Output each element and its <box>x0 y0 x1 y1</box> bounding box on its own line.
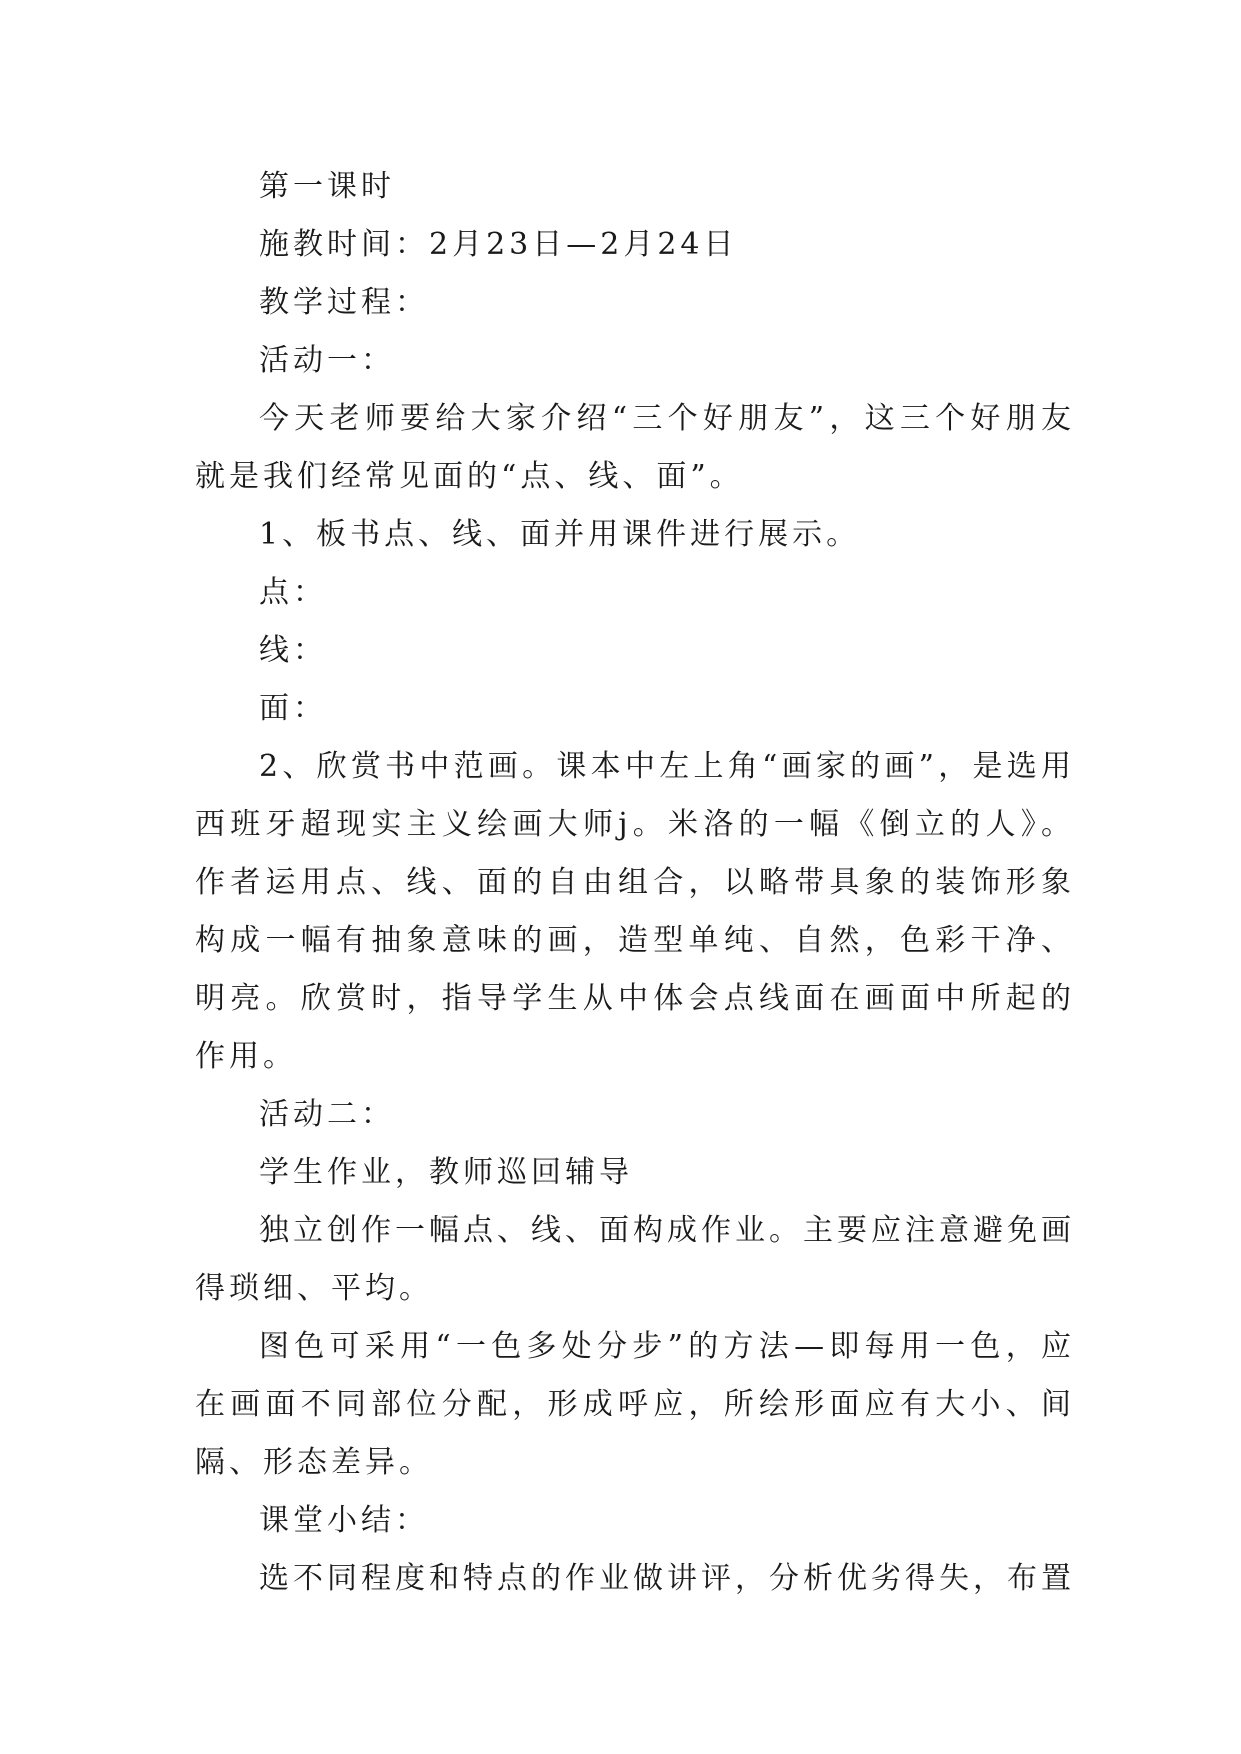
paragraph-step-one: 1、板书点、线、面并用课件进行展示。 <box>259 517 861 552</box>
paragraph-line: 线： <box>259 633 327 668</box>
paragraph-plane: 面： <box>259 691 327 726</box>
paragraph-summary-text: 选不同程度和特点的作业做讲评，分析优劣得失，布置 <box>259 1561 1075 1596</box>
paragraph-dot: 点： <box>259 575 327 610</box>
paragraph-independent-creation: 独立创作一幅点、线、面构成作业。主要应注意避免画得琐细、平均。 <box>195 1213 1075 1306</box>
paragraph-student-work: 学生作业，教师巡回辅导 <box>259 1155 633 1190</box>
paragraph-process-heading: 教学过程： <box>259 285 429 320</box>
document-body <box>195 158 1075 1608</box>
paragraph-teaching-time: 施教时间：2月23日—2月24日 <box>259 227 738 262</box>
paragraph-activity-one-heading: 活动一： <box>259 343 395 378</box>
paragraph-step-two: 2、欣赏书中范画。课本中左上角“画家的画”，是选用西班牙超现实主义绘画大师j。米洛的一幅《倒立的人》。作者运用点、线、面的自由组合，以略带具象的装饰形象构成一幅有抽象意味的画，造型单纯、自然，色彩干净、明亮。欣赏时，指导学生从中体会点线面在画面中所起的作用。 <box>195 749 1075 1074</box>
paragraph-intro: 今天老师要给大家介绍“三个好朋友”，这三个好朋友就是我们经常见面的“点、线、面”。 <box>195 401 1075 494</box>
paragraph-summary-heading: 课堂小结： <box>259 1503 429 1538</box>
paragraph-activity-two-heading: 活动二： <box>259 1097 395 1132</box>
paragraph-color-method: 图色可采用“一色多处分步”的方法—即每用一色，应在画面不同部位分配，形成呼应，所绘形面应有大小、间隔、形态差异。 <box>195 1329 1075 1480</box>
paragraph-lesson-title: 第一课时 <box>259 169 395 204</box>
